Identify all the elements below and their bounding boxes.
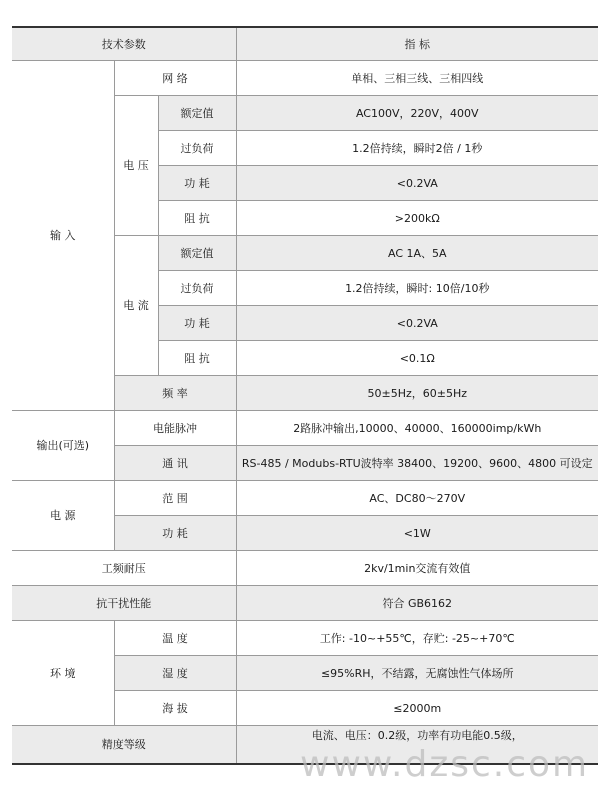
comm-label: 通 讯 xyxy=(114,446,236,481)
current-power-label: 功 耗 xyxy=(158,306,236,341)
temperature-value: 工作: -10~+55℃，存贮: -25~+70℃ xyxy=(236,621,598,656)
withstand-value: 2kv/1min交流有效值 xyxy=(236,551,598,586)
humidity-value: ≤95%RH，不结露，无腐蚀性气体场所 xyxy=(236,656,598,691)
comm-value: RS-485 / Modubs-RTU波特率 38400、19200、9600、4800 可设定 xyxy=(236,446,598,481)
power-supply-group-label: 电 源 xyxy=(12,481,114,551)
voltage-impedance-label: 阻 抗 xyxy=(158,201,236,236)
input-group-label: 输 入 xyxy=(12,61,114,411)
range-value: AC、DC80～270V xyxy=(236,481,598,516)
voltage-power-value: <0.2VA xyxy=(236,166,598,201)
watermark: www.dzsc.com xyxy=(300,744,590,785)
frequency-value: 50±5Hz，60±5Hz xyxy=(236,376,598,411)
frequency-label: 频 率 xyxy=(114,376,236,411)
temperature-label: 温 度 xyxy=(114,621,236,656)
voltage-rated-value: AC100V，220V，400V xyxy=(236,96,598,131)
header-index: 指 标 xyxy=(236,27,598,61)
network-value: 单相、三相三线、三相四线 xyxy=(236,61,598,96)
current-overload-label: 过负荷 xyxy=(158,271,236,306)
table-row xyxy=(12,61,598,96)
table-row xyxy=(12,481,598,516)
table-row xyxy=(12,726,598,765)
table-header-row xyxy=(12,27,598,61)
range-label: 范 围 xyxy=(114,481,236,516)
current-impedance-value: <0.1Ω xyxy=(236,341,598,376)
current-impedance-label: 阻 抗 xyxy=(158,341,236,376)
table-row xyxy=(12,411,598,446)
current-rated-value: AC 1A、5A xyxy=(236,236,598,271)
voltage-label: 电 压 xyxy=(114,96,158,236)
table-row xyxy=(12,586,598,621)
current-power-value: <0.2VA xyxy=(236,306,598,341)
consumption-value: <1W xyxy=(236,516,598,551)
current-overload-value: 1.2倍持续，瞬时: 10倍/10秒 xyxy=(236,271,598,306)
pulse-label: 电能脉冲 xyxy=(114,411,236,446)
altitude-label: 海 拔 xyxy=(114,691,236,726)
consumption-label: 功 耗 xyxy=(114,516,236,551)
current-rated-label: 额定值 xyxy=(158,236,236,271)
network-label: 网 络 xyxy=(114,61,236,96)
voltage-impedance-value: >200kΩ xyxy=(236,201,598,236)
voltage-overload-label: 过负荷 xyxy=(158,131,236,166)
withstand-label: 工频耐压 xyxy=(12,551,236,586)
accuracy-value: 电流、电压：0.2级，功率有功电能0.5级， xyxy=(236,726,598,765)
accuracy-label: 精度等级 xyxy=(12,726,236,765)
humidity-label: 湿 度 xyxy=(114,656,236,691)
table-row xyxy=(12,551,598,586)
table-row xyxy=(12,621,598,656)
pulse-value: 2路脉冲输出,10000、40000、160000imp/kWh xyxy=(236,411,598,446)
voltage-rated-label: 额定值 xyxy=(158,96,236,131)
anti-label: 抗干扰性能 xyxy=(12,586,236,621)
environment-group-label: 环 境 xyxy=(12,621,114,726)
header-param: 技术参数 xyxy=(12,27,236,61)
altitude-value: ≤2000m xyxy=(236,691,598,726)
voltage-power-label: 功 耗 xyxy=(158,166,236,201)
anti-value: 符合 GB6162 xyxy=(236,586,598,621)
voltage-overload-value: 1.2倍持续，瞬时2倍 / 1秒 xyxy=(236,131,598,166)
current-label: 电 流 xyxy=(114,236,158,376)
output-group-label: 输出(可选) xyxy=(12,411,114,481)
spec-table xyxy=(12,26,598,765)
